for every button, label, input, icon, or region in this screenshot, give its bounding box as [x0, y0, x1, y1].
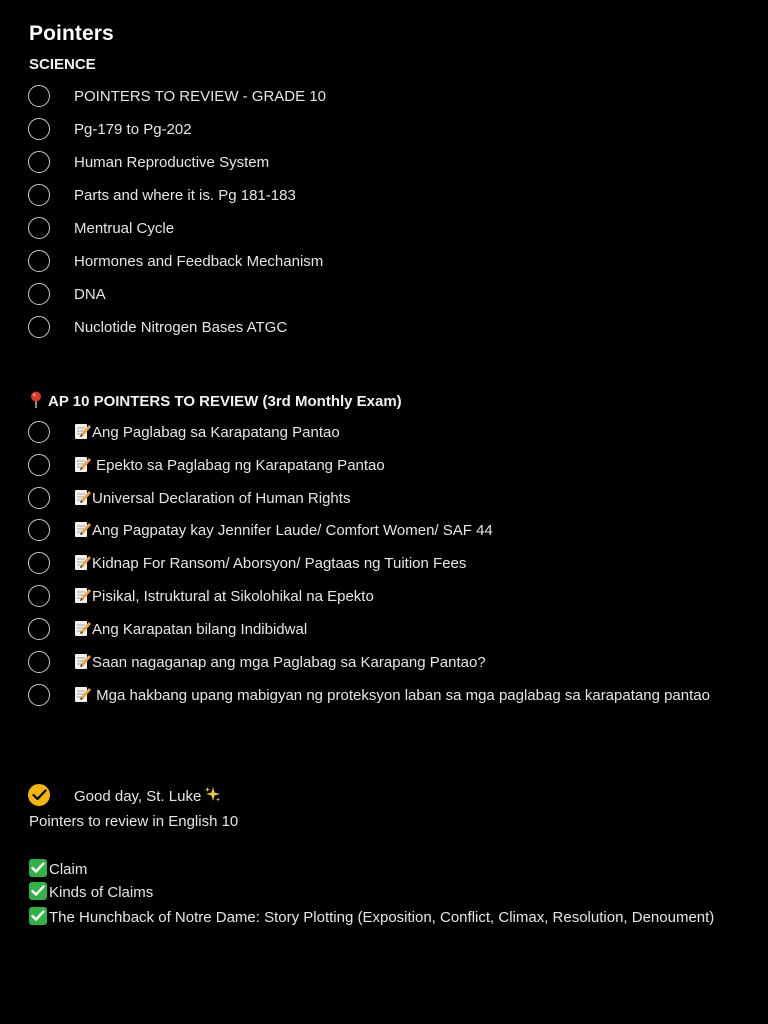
checklist-item-text[interactable]: Parts and where it is. Pg 181-183	[74, 187, 296, 204]
checkbox[interactable]	[28, 651, 50, 673]
checklist-item-text[interactable]: Saan nagaganap ang mga Paglabag sa Karapang Pantao?	[74, 653, 714, 673]
checklist-item-text[interactable]: Ang Pagpatay kay Jennifer Laude/ Comfort Women/ SAF 44	[74, 521, 714, 541]
science-heading: SCIENCE	[29, 56, 96, 73]
checklist-item-text[interactable]: Ang Paglabag sa Karapatang Pantao	[74, 423, 714, 443]
checkbox[interactable]	[28, 217, 50, 239]
checklist-item-text[interactable]: Ang Karapatan bilang Indibidwal	[74, 620, 714, 640]
list-item: Kinds of Claims	[29, 882, 729, 903]
checkbox[interactable]	[28, 454, 50, 476]
checklist-item-text[interactable]: Human Reproductive System	[74, 154, 270, 171]
checklist-item-text[interactable]: DNA	[74, 286, 106, 303]
memo-icon	[74, 686, 91, 703]
checkbox-checked[interactable]	[28, 784, 50, 806]
checkbox[interactable]	[28, 283, 50, 305]
check-mark-button-icon	[29, 859, 47, 877]
checklist-item-text[interactable]: Mga hakbang upang mabigyan ng proteksyon laban sa mga paglabag sa karapatang pantao	[74, 686, 714, 706]
memo-icon	[74, 423, 91, 440]
checkbox[interactable]	[28, 184, 50, 206]
checklist-item-text[interactable]: POINTERS TO REVIEW - GRADE 10	[74, 88, 326, 105]
checklist-item-text[interactable]: Hormones and Feedback Mechanism	[74, 253, 324, 270]
memo-icon	[74, 620, 91, 637]
checklist-item-text[interactable]: Pg-179 to Pg-202	[74, 121, 192, 138]
checklist-item-text[interactable]: Mentrual Cycle	[74, 220, 175, 237]
checklist-item-text[interactable]: Pisikal, Istruktural at Sikolohikal na Epekto	[74, 587, 714, 607]
check-mark-button-icon	[29, 882, 47, 900]
memo-icon	[74, 521, 91, 538]
memo-icon	[74, 489, 91, 506]
checkbox[interactable]	[28, 316, 50, 338]
memo-icon	[74, 554, 91, 571]
checkbox[interactable]	[28, 118, 50, 140]
list-item: Claim	[29, 859, 729, 880]
note-title: Pointers	[29, 22, 114, 45]
checklist-item-text[interactable]: Kidnap For Ransom/ Aborsyon/ Pagtaas ng Tuition Fees	[74, 554, 714, 574]
sparkles-icon	[204, 786, 221, 809]
checkmark-icon	[32, 789, 47, 801]
checkbox[interactable]	[28, 250, 50, 272]
checkbox[interactable]	[28, 618, 50, 640]
english-intro: Pointers to review in English 10	[29, 813, 239, 830]
ap10-heading-label: AP 10 POINTERS TO REVIEW (3rd Monthly Exam)	[48, 393, 402, 410]
checklist-item-text[interactable]: Good day, St. Luke	[74, 786, 714, 809]
checkbox[interactable]	[28, 421, 50, 443]
checkbox[interactable]	[28, 585, 50, 607]
memo-icon	[74, 653, 91, 670]
checkbox[interactable]	[28, 552, 50, 574]
checkbox[interactable]	[28, 85, 50, 107]
checkbox[interactable]	[28, 151, 50, 173]
checklist-item-text[interactable]: Epekto sa Paglabag ng Karapatang Pantao	[74, 456, 714, 476]
list-item: The Hunchback of Notre Dame: Story Plotting (Exposition, Conflict, Climax, Resolution, Denoument)	[29, 906, 729, 930]
memo-icon	[74, 587, 91, 604]
checkbox[interactable]	[28, 487, 50, 509]
checklist-item-text[interactable]: Nuclotide Nitrogen Bases ATGC	[74, 319, 288, 336]
check-mark-button-icon	[29, 907, 47, 925]
checkbox[interactable]	[28, 684, 50, 706]
checkbox[interactable]	[28, 519, 50, 541]
ap10-heading	[29, 391, 402, 410]
round-pushpin-icon	[29, 391, 43, 410]
checklist-item-text[interactable]: Universal Declaration of Human Rights	[74, 489, 714, 509]
memo-icon	[74, 456, 91, 473]
